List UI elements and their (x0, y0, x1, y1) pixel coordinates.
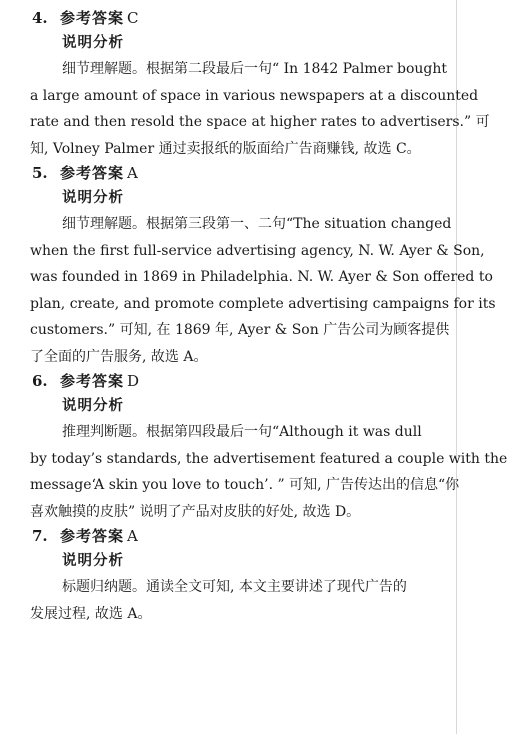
answer-letter: A (127, 527, 138, 545)
analysis-line: 喜欢触摸的皮肤” 说明了产品对皮肤的好处, 故选 D。 (30, 503, 361, 520)
question-header (30, 7, 446, 30)
answer-label: 参考答案 (60, 527, 125, 545)
analysis-heading: 说明分析 (62, 397, 124, 414)
answer-letter: A (127, 164, 138, 182)
answer-letter: C (127, 9, 139, 27)
question-header (30, 162, 446, 185)
analysis-line: 细节理解题。根据第三段第一、二句“The situation changed (62, 216, 452, 232)
analysis-line: 知, Volney Palmer 通过卖报纸的版面给广告商赚钱, 故选 C。 (30, 140, 421, 157)
question-number: 4. (32, 9, 48, 27)
analysis-line: by today’s standards, the advertisement featured a couple with the (30, 450, 507, 467)
analysis-line: 发展过程, 故选 A。 (30, 605, 152, 622)
analysis-line: message‘A skin you love to touch’. ” 可知, 广告传达出的信息“你 (30, 477, 460, 493)
analysis-heading: 说明分析 (62, 552, 124, 569)
answer-label: 参考答案 (60, 9, 125, 27)
question-6 (30, 370, 507, 525)
analysis-line: customers.” 可知, 在 1869 年, Ayer & Son 广告公司为顾客提供 (30, 322, 450, 338)
answer-label: 参考答案 (60, 164, 125, 182)
analysis-heading: 说明分析 (62, 34, 124, 51)
analysis-line: 了全面的广告服务, 故选 A。 (30, 348, 208, 365)
analysis-line: rate and then resold the space at higher rates to advertisers.” 可 (30, 114, 490, 130)
analysis-line: 推理判断题。根据第四段最后一句“Although it was dull (62, 424, 422, 440)
question-7 (30, 525, 446, 627)
answer-label: 参考答案 (60, 372, 125, 390)
question-header (30, 525, 446, 548)
question-header (30, 370, 446, 393)
question-number: 6. (32, 372, 48, 390)
analysis-heading: 说明分析 (62, 189, 124, 206)
analysis-line: a large amount of space in various newspapers at a discounted (30, 87, 479, 104)
analysis-line: when the first full-service advertising agency, N. W. Ayer & Son, (30, 242, 485, 259)
analysis-line: plan, create, and promote complete advertising campaigns for its (30, 295, 496, 312)
analysis-line: 细节理解题。根据第二段最后一句“ In 1842 Palmer bought (62, 61, 448, 77)
answer-letter: D (127, 372, 140, 390)
analysis-line: 标题归纳题。通读全文可知, 本文主要讲述了现代广告的 (62, 579, 407, 595)
question-number: 7. (32, 527, 48, 545)
question-5 (30, 162, 496, 370)
question-number: 5. (32, 164, 48, 182)
question-4 (30, 7, 490, 162)
analysis-line: was founded in 1869 in Philadelphia. N. W. Ayer & Son offered to (30, 269, 493, 285)
